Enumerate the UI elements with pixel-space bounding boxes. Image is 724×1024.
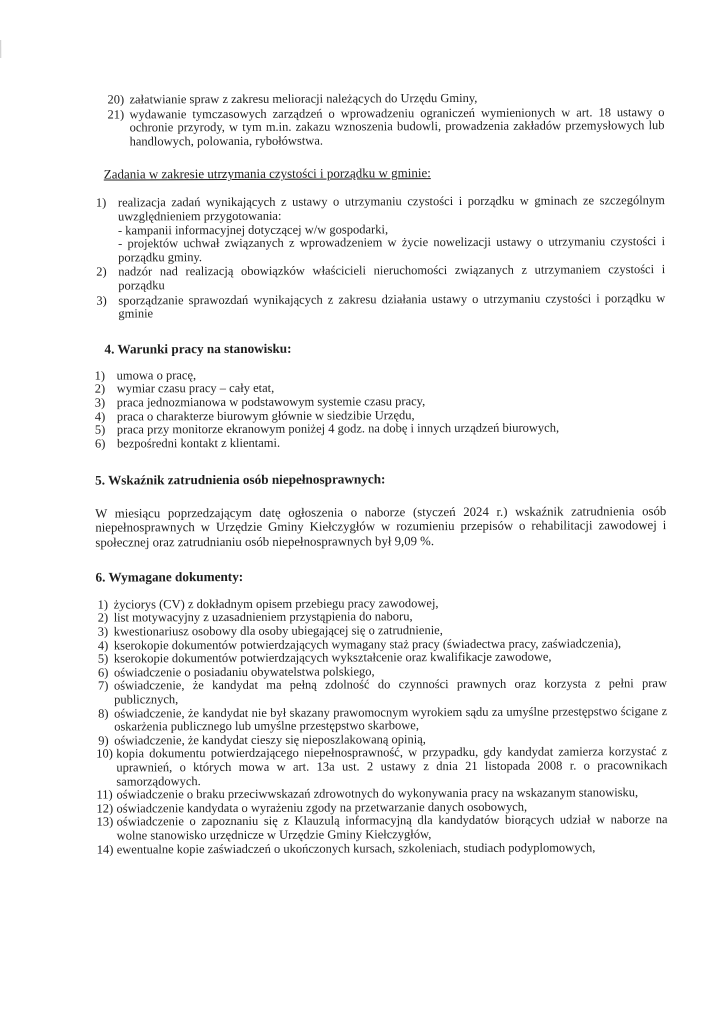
list-item — [96, 263, 665, 293]
item-text: realizacja zadań wynikających z ustawy o utrzymaniu czystości i porządku w gminach ze szczególnym uwzględnieniem przygotowania: — [117, 193, 665, 224]
list-item — [96, 292, 665, 322]
item-number: 2) — [97, 611, 109, 626]
item-number: 1) — [97, 597, 109, 612]
item-number: 2) — [94, 381, 106, 396]
item-number: 6) — [94, 436, 106, 451]
item-number: 4) — [97, 638, 109, 653]
item-number: 14) — [96, 842, 114, 857]
item-number: 7) — [97, 678, 109, 694]
item-number: 6) — [97, 665, 109, 680]
item-text: ewentualne kopie zaświadczeń o ukończonych kursach, szkoleniach, studiach podyplomowych, — [116, 839, 596, 857]
list-item — [95, 435, 666, 451]
list-item — [96, 746, 667, 789]
list-item — [96, 194, 665, 264]
sub-item: - projektów uchwał związanych z wprowadzeniem w życie nowelizacji ustawy o utrzymaniu czystości i porządku gminy. — [118, 234, 666, 265]
item-text: oświadczenie o zapoznaniu się z Klauzulą informacyjną dla kandydatów biorących udział w naborze na wolne stanowisko urzędnicze w Urzędzie Gminy Kiełczygłów, — [116, 812, 668, 843]
item-number: 3) — [96, 293, 107, 308]
item-number: 9) — [98, 733, 109, 748]
section-5-text: W miesiącu poprzedzającym datę ogłoszenia o naborze (styczeń 2024 r.) wskaźnik zatrudnienia osób niepełnosprawnych w Urzędzie Gminy Kiełczygłów w rozumieniu przepisów o rehabilitacji zawodowej i społecznej oraz zatrudnianiu osób niepełnosprawnych był 9,09 %. — [95, 504, 667, 550]
item-text: wymiar czasu pracy – cały etat, — [116, 381, 275, 396]
item-number: 10) — [96, 746, 113, 762]
item-number: 4) — [94, 409, 106, 424]
item-text: oświadczenie kandydata o wyrażeniu zgody na przetwarzanie danych osobowych, — [116, 799, 528, 816]
item-number: 1) — [95, 195, 107, 210]
item-number: 2) — [96, 264, 107, 279]
list-item — [96, 705, 667, 735]
section-5-heading: 5. Wskaźnik zatrudnienia osób niepełnosprawnych: — [95, 471, 386, 488]
item-number: 5) — [97, 651, 109, 666]
item-text: oświadczenie, że kandydat nie był skazany prawomocnym wyrokiem sądu za umyślne przestępstwo ścigane z oskarżenia publicznego lub umyślne przestępstwo skarbowe, — [114, 703, 668, 734]
item-number: 5) — [94, 422, 106, 437]
item-text: bezpośredni kontakt z klientami. — [116, 435, 281, 451]
section-4-heading: 4. Warunki pracy na stanowisku: — [104, 340, 292, 357]
item-text: kserokopie dokumentów potwierdzających wymagany staż pracy (świadectwa pracy, zaświadczenia), — [113, 635, 622, 653]
list-item — [97, 841, 668, 857]
item-text: wydawanie tymczasowych zarządzeń o wprowadzeniu ograniczeń wymienionych w art. 18 ustawy o ochronie przyrody, w tym m.in. zakazu wznoszenia budowli, prowadzenia zakładów przemysłowych lub handlowych, polowania, rybołówstwa. — [129, 104, 665, 149]
item-text: oświadczenie o braku przeciwwskazań zdrowotnych do wykonywania pracy na wskazanym stanowisku, — [116, 785, 639, 802]
cleanliness-list — [96, 194, 666, 321]
item-number: 12) — [96, 801, 114, 816]
item-number: 20) — [107, 92, 125, 107]
item-text: nadzór nad realizacją obowiązków właścicieli nieruchomości związanych z utrzymaniem czystości i porządku — [118, 262, 666, 293]
item-number: 3) — [97, 624, 109, 639]
item-number: 21) — [107, 107, 125, 122]
item-text: sporządzanie sprawozdań wynikających z zakresu działania ustawy o utrzymaniu czystości i porządku w gminie — [118, 290, 666, 321]
item-number: 13) — [96, 814, 114, 829]
item-number: 1) — [94, 368, 106, 383]
item-text: kserokopie dokumentów potwierdzających wykształcenie oraz kwalifikacje zawodowe, — [113, 649, 552, 666]
item-text: oświadczenie, że kandydat ma pełną zdolność do czynności prawnych oraz korzysta z pełni praw publicznych, — [113, 676, 668, 707]
cleanliness-heading: Zadania w zakresie utrzymania czystości i porządku w gminie: — [103, 165, 431, 182]
item-text: załatwianie spraw z zakresu melioracji należących do Urzędu Gminy, — [129, 90, 478, 107]
item-text: życiorys (CV) z dokładnym opisem przebiegu pracy zawodowej, — [113, 595, 439, 612]
item-text: oświadczenie, że kandydat cieszy się nieposzlakowaną opinią, — [114, 731, 426, 748]
item-text: list motywacyjny z uzasadnieniem przystąpienia do naboru, — [113, 609, 413, 625]
item-text: kwestionariusz osobowy dla osoby ubiegającej się o zatrudnienie, — [113, 623, 443, 639]
item-text: praca o charakterze biurowym głównie w siedzibie Urzędu, — [116, 407, 415, 423]
list-item — [107, 106, 664, 149]
item-text: kopia dokumentu potwierdzającego niepełnosprawność, w przypadku, gdy kandydat zamierza korzystać z uprawnień, o których mowa w art. 13a ust. 2 ustawy z dnia 21 listopada 2008 r. o pracownikach samorządowych. — [116, 744, 668, 789]
list-item — [97, 813, 668, 843]
item-text: praca przy monitorze ekranowym poniżej 4 godz. na dobę i innych urządzeń biurowych, — [116, 420, 560, 437]
sub-item: - kampanii informacyjnej dotyczącej w/w gospodarki, — [117, 221, 389, 238]
item-number: 11) — [96, 787, 113, 802]
section-6-list — [96, 596, 668, 857]
item-text: praca jednozmianowa w podstawowym systemie czasu pracy, — [116, 394, 426, 410]
item-text: oświadczenie o posiadaniu obywatelstwa polskiego, — [113, 664, 375, 680]
list-item — [96, 678, 667, 708]
item-body — [118, 194, 665, 264]
item-number: 3) — [94, 395, 106, 410]
intro-list — [103, 91, 664, 149]
section-6-heading: 6. Wymagane dokumenty: — [95, 568, 244, 585]
section-4-list — [95, 367, 666, 451]
scan-edge-mark — [0, 40, 1, 58]
item-text: umowa o pracę, — [116, 367, 197, 383]
item-number: 8) — [98, 706, 109, 721]
